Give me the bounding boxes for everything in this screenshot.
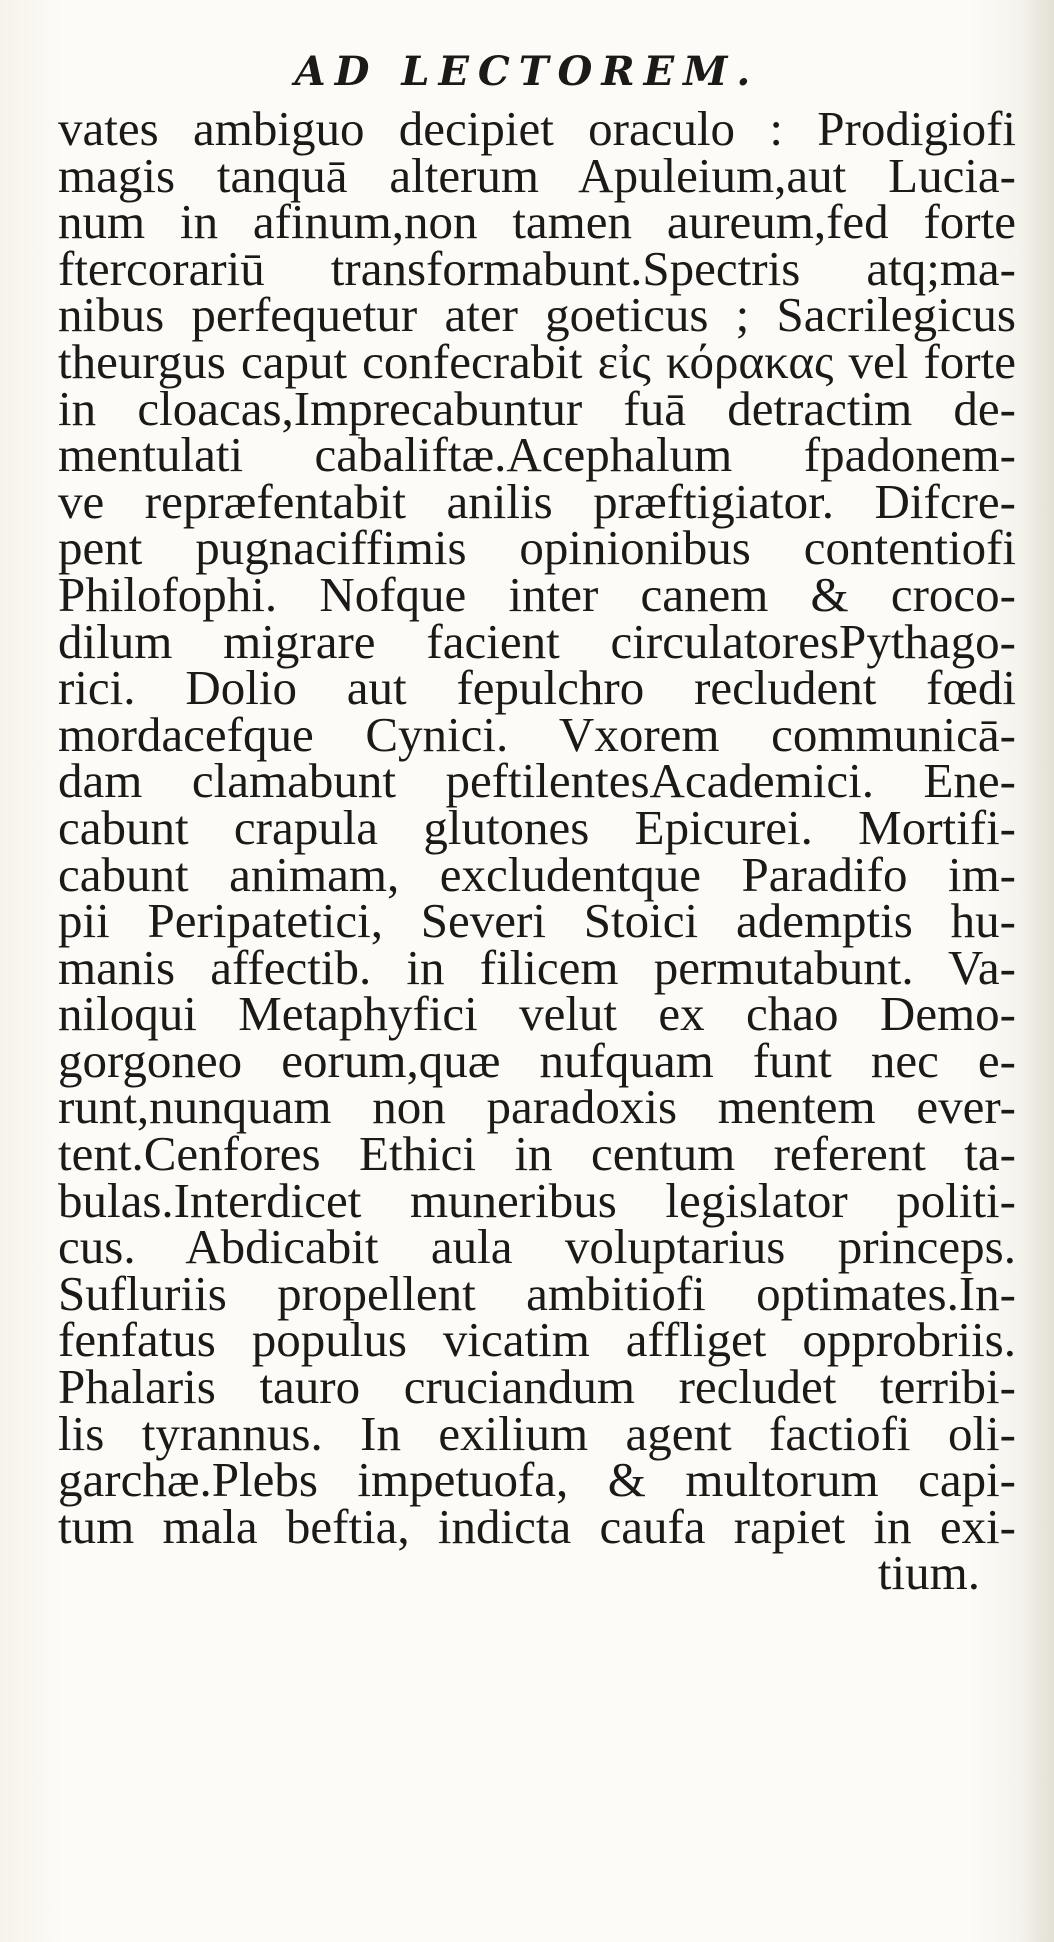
page-edge-shadow bbox=[1020, 0, 1054, 1942]
text-line: tum mala beftia, indicta caufa rapiet in exi- bbox=[58, 1498, 1016, 1554]
text-line: Phalaris tauro cruciandum recludet terribi- bbox=[58, 1359, 1016, 1415]
text-line: nibus perfequetur ater goeticus ; Sacrilegicus bbox=[58, 287, 1016, 343]
text-line: tent.Cenfores Ethici in centum referent ta- bbox=[58, 1126, 1016, 1182]
text-line: gorgoneo eorum,quæ nufquam funt nec e- bbox=[58, 1032, 1016, 1088]
text-line: cabunt animam, excludentque Paradifo im- bbox=[58, 846, 1016, 902]
text-line: lis tyrannus. In exilium agent factiofi oli- bbox=[58, 1405, 1016, 1461]
text-line: fenfatus populus vicatim affliget opprobriis. bbox=[58, 1312, 1016, 1368]
text-line: Philofophi. Nofque inter canem & croco- bbox=[58, 566, 1016, 622]
text-line: pent pugnaciffimis opinionibus contentiofi bbox=[58, 520, 1016, 576]
catchword: tium. bbox=[877, 1545, 980, 1601]
text-line: bulas.Interdicet muneribus legislator politi- bbox=[58, 1172, 1016, 1228]
text-line: dilum migrare facient circulatoresPythago- bbox=[58, 613, 1016, 669]
text-line: ftercorariū transformabunt.Spectris atq;ma- bbox=[58, 240, 1016, 296]
text-line: in cloacas,Imprecabuntur fuā detractim de- bbox=[58, 380, 1016, 436]
body-text bbox=[58, 101, 1016, 1601]
text-line: rici. Dolio aut fepulchro recludent fœdi bbox=[58, 660, 1016, 716]
text-line: mentulati cabaliftæ.Acephalum fpadonem- bbox=[58, 427, 1016, 483]
text-line: ve repræfentabit anilis præftigiator. Difcre- bbox=[58, 473, 1016, 529]
text-line: pii Peripatetici, Severi Stoici ademptis hu- bbox=[58, 893, 1016, 949]
running-head: AD LECTOREM. bbox=[294, 48, 760, 95]
text-line: manis affectib. in filicem permutabunt. Va- bbox=[58, 939, 1016, 995]
text-line: runt,nunquam non paradoxis mentem ever- bbox=[58, 1079, 1016, 1135]
text-line: cabunt crapula glutones Epicurei. Mortifi- bbox=[58, 799, 1016, 855]
text-line: mordacefque Cynici. Vxorem communicā- bbox=[58, 706, 1016, 762]
text-line: num in afinum,non tamen aureum,fed forte bbox=[58, 194, 1016, 250]
text-line: garchæ.Plebs impetuofa, & multorum capi- bbox=[58, 1452, 1016, 1508]
text-line: theurgus caput confecrabit εἰς κόρακας vel forte bbox=[58, 333, 1016, 389]
text-line: Sufluriis propellent ambitiofi optimates.In- bbox=[58, 1265, 1016, 1321]
text-line: niloqui Metaphyfici velut ex chao Demo- bbox=[58, 986, 1016, 1042]
text-line: vates ambiguo decipiet oraculo : Prodigiofi bbox=[58, 101, 1016, 156]
text-line: dam clamabunt peftilentesAcademici. Ene- bbox=[58, 753, 1016, 809]
text-line: magis tanquā alterum Apuleium,aut Lucia- bbox=[58, 147, 1016, 203]
text-line: cus. Abdicabit aula voluptarius princeps. bbox=[58, 1219, 1016, 1275]
